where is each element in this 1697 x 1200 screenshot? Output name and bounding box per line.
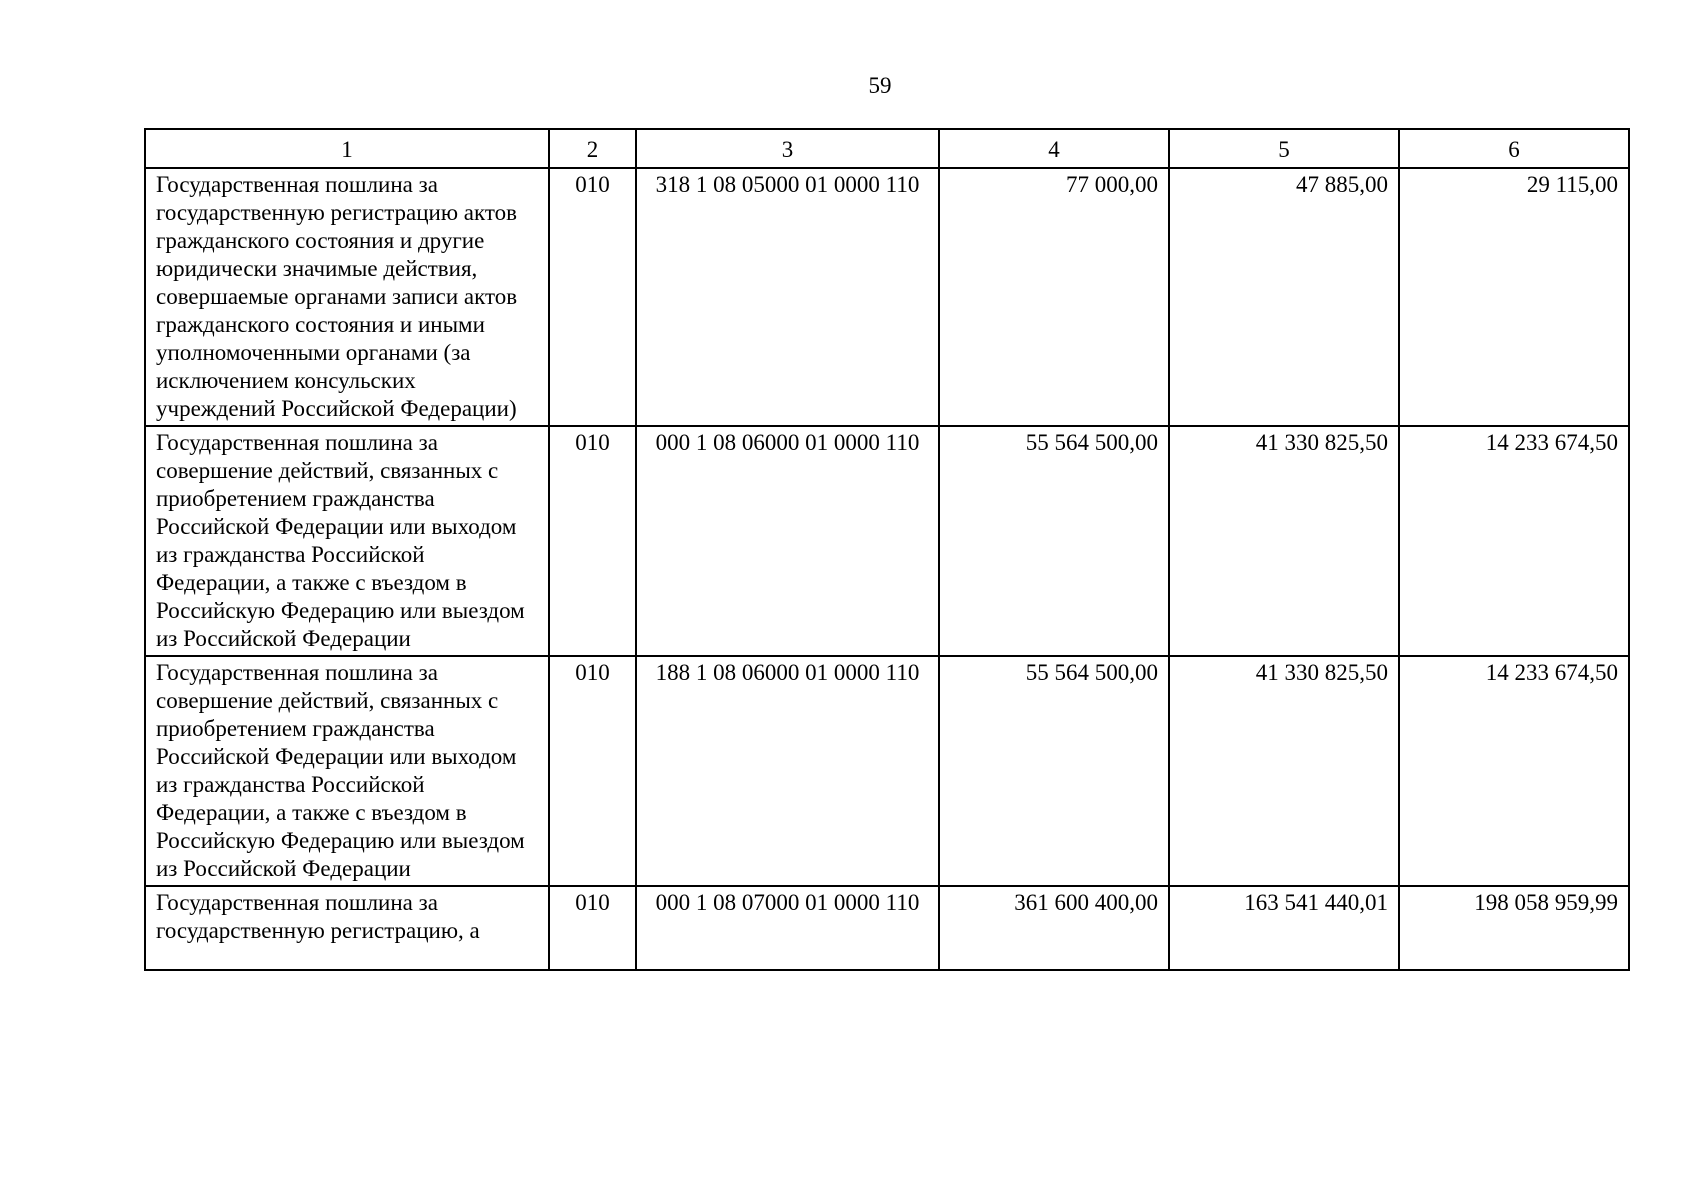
column-header: 4 bbox=[939, 129, 1169, 168]
revenue-name-cell: Государственная пошлина за совершение действий, связанных с приобретением гражданства Российской Федерации или выходом из гражданства Российской Федерации, а также с въездом в Российскую Федерацию или выездом из Российской Федерации bbox=[145, 656, 549, 886]
line-code-cell: 010 bbox=[549, 426, 636, 656]
amount-cell: 47 885,00 bbox=[1169, 168, 1399, 426]
budget-code-cell: 000 1 08 07000 01 0000 110 bbox=[636, 886, 939, 970]
column-header: 5 bbox=[1169, 129, 1399, 168]
table-row bbox=[145, 168, 1629, 426]
column-header: 6 bbox=[1399, 129, 1629, 168]
header-row bbox=[145, 129, 1629, 168]
line-code-cell: 010 bbox=[549, 168, 636, 426]
amount-cell: 14 233 674,50 bbox=[1399, 426, 1629, 656]
table-row bbox=[145, 886, 1629, 970]
amount-cell: 77 000,00 bbox=[939, 168, 1169, 426]
table-row bbox=[145, 656, 1629, 886]
revenue-name-cell: Государственная пошлина за государственную регистрацию, а bbox=[145, 886, 549, 970]
amount-cell: 55 564 500,00 bbox=[939, 426, 1169, 656]
amount-cell: 41 330 825,50 bbox=[1169, 426, 1399, 656]
line-code-cell: 010 bbox=[549, 886, 636, 970]
revenue-table bbox=[144, 128, 1630, 971]
budget-code-cell: 000 1 08 06000 01 0000 110 bbox=[636, 426, 939, 656]
budget-code-cell: 188 1 08 06000 01 0000 110 bbox=[636, 656, 939, 886]
amount-cell: 361 600 400,00 bbox=[939, 886, 1169, 970]
column-header: 3 bbox=[636, 129, 939, 168]
amount-cell: 55 564 500,00 bbox=[939, 656, 1169, 886]
amount-cell: 198 058 959,99 bbox=[1399, 886, 1629, 970]
line-code-cell: 010 bbox=[549, 656, 636, 886]
budget-code-cell: 318 1 08 05000 01 0000 110 bbox=[636, 168, 939, 426]
amount-cell: 163 541 440,01 bbox=[1169, 886, 1399, 970]
column-header: 1 bbox=[145, 129, 549, 168]
column-header: 2 bbox=[549, 129, 636, 168]
amount-cell: 14 233 674,50 bbox=[1399, 656, 1629, 886]
revenue-name-cell: Государственная пошлина за государственную регистрацию актов гражданского состояния и другие юридически значимые действия, совершаемые органами записи актов гражданского состояния и иными уполномоченными органами (за исключением консульских учреждений Российской Федерации) bbox=[145, 168, 549, 426]
page-number: 59 bbox=[868, 73, 892, 98]
revenue-name-cell: Государственная пошлина за совершение действий, связанных с приобретением гражданства Российской Федерации или выходом из гражданства Российской Федерации, а также с въездом в Российскую Федерацию или выездом из Российской Федерации bbox=[145, 426, 549, 656]
amount-cell: 41 330 825,50 bbox=[1169, 656, 1399, 886]
table-row bbox=[145, 426, 1629, 656]
amount-cell: 29 115,00 bbox=[1399, 168, 1629, 426]
